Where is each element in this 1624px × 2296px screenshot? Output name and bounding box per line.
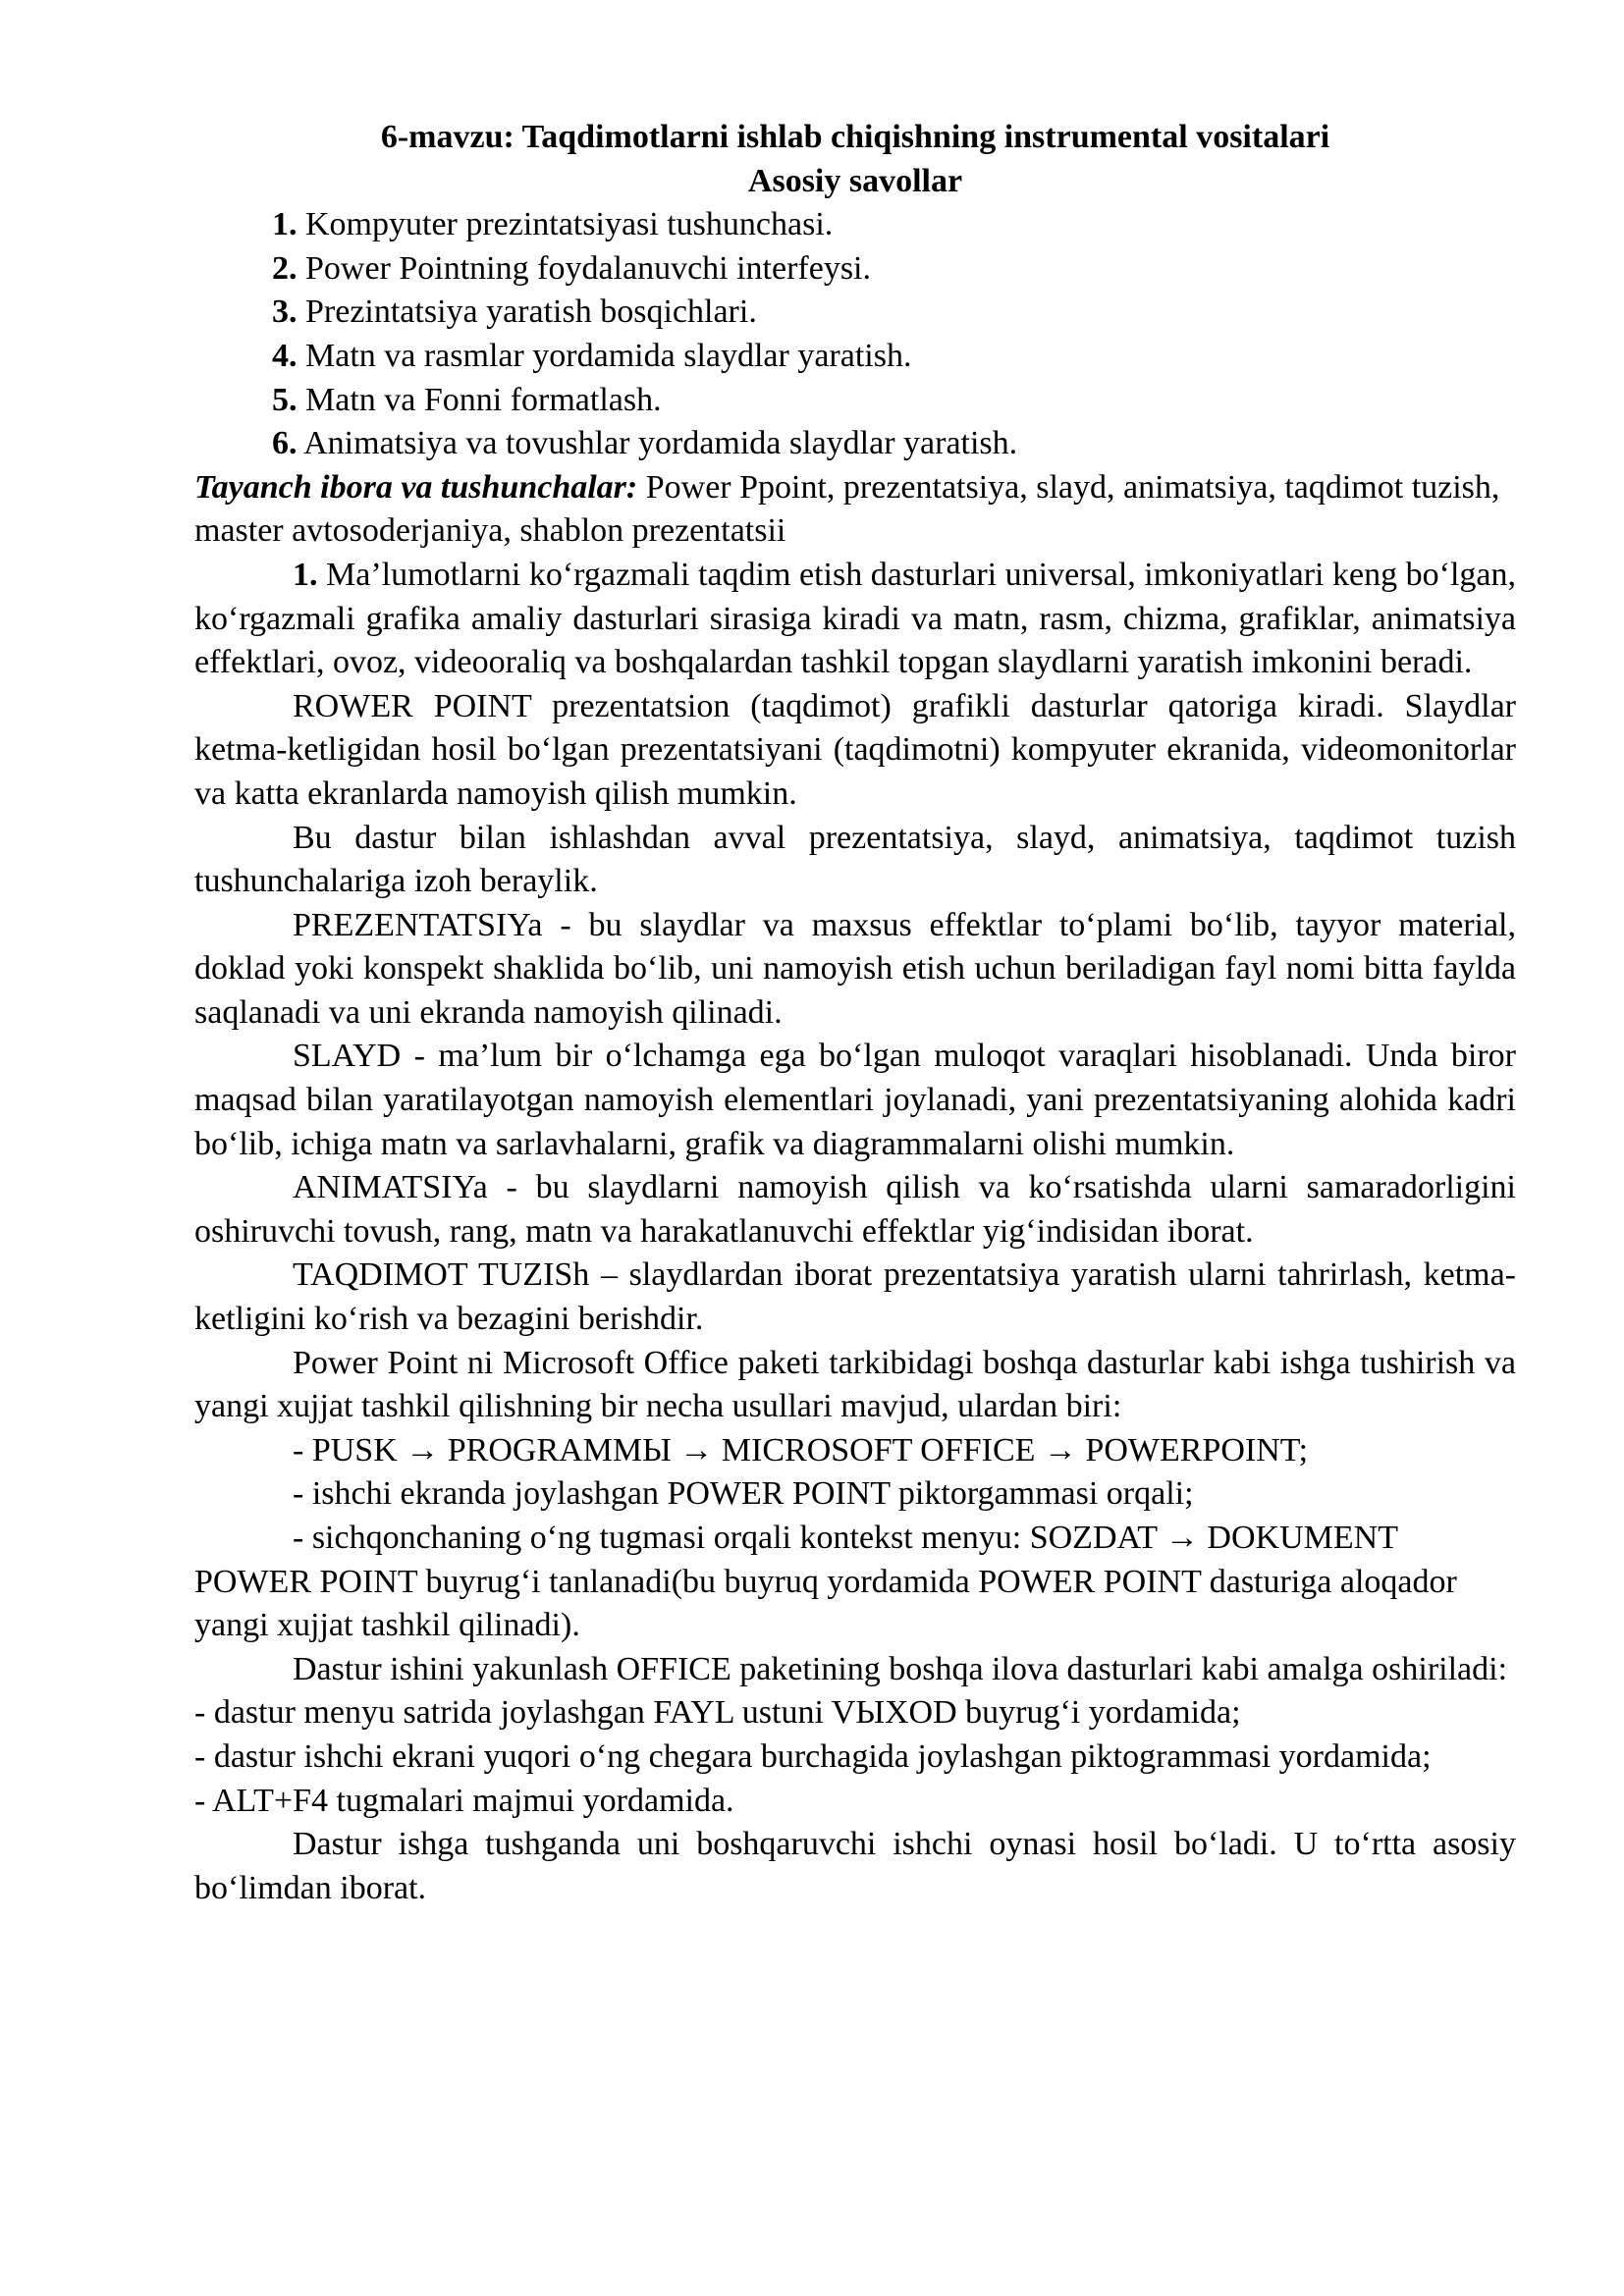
list-item [194, 247, 1516, 292]
list-text: Power Pointning foydalanuvchi interfeysi. [297, 249, 872, 287]
list-item [194, 379, 1516, 423]
page-title: 6-mavzu: Taqdimotlarni ishlab chiqishning instrumental vositalari [380, 119, 1330, 155]
keywords-text: Power Ppoint, prezentatsiya, slayd, animatsiya, taqdimot tuzish, master avtosoderjaniya, shablon prezentatsii [194, 468, 1500, 550]
body-paragraph: Dastur ishini yakunlash OFFICE paketining boshqa ilova dasturlari kabi amalga oshiriladi: [293, 1650, 1508, 1687]
definition-slide: SLAYD - ma’lum bir o‘lchamga ega bo‘lgan muloqot varaqlari hisoblanadi. Unda biror maqsad bilan yaratilayotgan namoyish elementlari joylanadi, yani prezentatsiyaning alohida kadri bo‘lib, ichiga matn va sarlavhalarni, grafik va diagrammalarni olishi mumkin. [194, 1038, 1516, 1162]
paragraph-text: Ma’lumotlarni ko‘rgazmali taqdim etish dasturlari universal, imkoniyatlari keng bo‘lgan, ko‘rgazmali grafika amaliy dasturlari sirasiga kiradi va matn, rasm, chizma, grafiklar, animatsiya effektlari, ovoz, videooraliq va boshqalardan tashkil topgan slaydlarni yaratish imkonini beradi. [194, 556, 1516, 681]
list-text: Kompyuter prezintatsiyasi tushunchasi. [297, 206, 834, 243]
keywords-paragraph [194, 466, 1516, 554]
body-paragraph: Power Point ni Microsoft Office paketi tarkibidagi boshqa dasturlar kabi ishga tushirish va yangi xujjat tashkil qilishning bir necha usullari mavjud, ulardan biri: [194, 1344, 1516, 1425]
definition-presentation-making: TAQDIMOT TUZISh – slaydlardan iborat prezentatsiya yaratish ularni tahrirlash, ketma-ketligini ko‘rish va bezagini berishdir. [194, 1256, 1516, 1338]
list-item [194, 203, 1516, 247]
body-paragraph: Dastur ishga tushganda uni boshqaruvchi ishchi oynasi hosil bo‘ladi. U to‘rtta asosiy bo‘limdan iborat. [194, 1826, 1516, 1906]
paragraph-number: 1. [293, 556, 318, 593]
list-text: Animatsiya va tovushlar yordamida slaydlar yaratish. [297, 425, 1018, 462]
launch-method-item: - sichqonchaning o‘ng tugmasi orqali kontekst menyu: SOZDAT → DOKUMENT POWER POINT buyrug‘i tanlanadi(bu buyruq yordamida POWER POINT dasturiga aloqador yangi xujjat tashkil qilinadi). [194, 1520, 1457, 1644]
body-paragraph: Bu dastur bilan ishlashdan avval prezentatsiya, slayd, animatsiya, taqdimot tuzish tushunchalariga izoh beraylik. [194, 819, 1516, 900]
questions-list [194, 203, 1516, 466]
list-item [194, 422, 1516, 466]
list-number: 4. [272, 337, 298, 374]
list-number: 1. [272, 206, 298, 243]
list-number: 5. [272, 381, 298, 418]
list-text: Matn va rasmlar yordamida slaydlar yaratish. [297, 337, 912, 374]
launch-method-item: - PUSK → PROGRAMMЫ → MICROSOFT OFFICE → POWERPOINT; [293, 1431, 1309, 1468]
definition-animation: ANIMATSIYa - bu slaydlarni namoyish qilish va ko‘rsatishda ularni samaradorligini oshiruvchi tovush, rang, matn va harakatlanuvchi effektlar yig‘indisidan iborat. [194, 1169, 1516, 1250]
launch-method-item: - ishchi ekranda joylashgan POWER POINT piktorgammasi orqali; [293, 1475, 1194, 1513]
list-text: Matn va Fonni formatlash. [297, 381, 662, 418]
definition-presentation: PREZENTATSIYa - bu slaydlar va maxsus effektlar to‘plami bo‘lib, tayyor material, doklad yoki konspekt shaklida bo‘lib, uni namoyish etish uchun beriladigan fayl nomi bitta faylda saqlanadi va uni ekranda namoyish qilinadi. [194, 906, 1516, 1031]
list-item [194, 291, 1516, 335]
exit-method-item: - dastur ishchi ekrani yuqori o‘ng chegara burchagida joylashgan piktogrammasi yordamida; [194, 1737, 1432, 1775]
document-page [194, 116, 1516, 1910]
section-subtitle: Asosiy savollar [747, 162, 963, 199]
list-number: 3. [272, 294, 298, 331]
list-text: Prezintatsiya yaratish bosqichlari. [297, 294, 757, 331]
exit-method-item: - ALT+F4 tugmalari majmui yordamida. [194, 1782, 734, 1819]
body-paragraph [194, 554, 1516, 685]
list-number: 2. [272, 249, 298, 287]
body-paragraph: ROWER POINT prezentatsion (taqdimot) grafikli dasturlar qatoriga kiradi. Slaydlar ketma-ketligidan hosil bo‘lgan prezentatsiyani (taqdimotni) kompyuter ekranida, videomonitorlar va katta ekranlarda namoyish qilish mumkin. [194, 687, 1516, 812]
keywords-label: Tayanch ibora va tushunchalar: [194, 468, 638, 506]
list-number: 6. [272, 425, 298, 462]
exit-method-item: - dastur menyu satrida joylashgan FAYL ustuni VЫXOD buyrug‘i yordamida; [194, 1694, 1241, 1732]
list-item [194, 335, 1516, 379]
